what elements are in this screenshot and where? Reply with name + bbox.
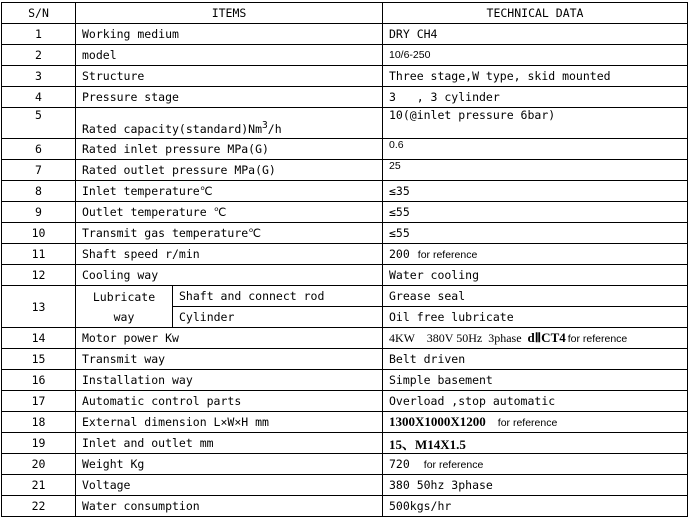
table-row xyxy=(2,265,688,286)
row-item-label: Lubricate way xyxy=(92,289,156,324)
table-row xyxy=(2,412,688,433)
row-sn: 1 xyxy=(2,24,76,45)
row-sub-item: Shaft and connect rod xyxy=(173,286,383,307)
table-row xyxy=(2,244,688,265)
technical-data-table xyxy=(1,2,688,517)
row-value: Three stage,W type, skid mounted xyxy=(383,66,688,87)
row-value: 380 50hz 3phase xyxy=(383,475,688,496)
row-sn: 4 xyxy=(2,87,76,108)
row-value: Water cooling xyxy=(383,265,688,286)
row-sn: 10 xyxy=(2,223,76,244)
table-header-row xyxy=(2,3,688,24)
row-sn: 16 xyxy=(2,370,76,391)
row-item: Installation way xyxy=(76,370,383,391)
row-item-suffix: /h xyxy=(267,121,282,136)
row-value xyxy=(383,244,688,265)
row-item: Outlet temperature ℃ xyxy=(76,202,383,223)
row-sn: 7 xyxy=(2,160,76,181)
row-item: Water consumption xyxy=(76,496,383,517)
row-sn: 14 xyxy=(2,328,76,349)
row-value xyxy=(383,412,688,433)
row-sn: 11 xyxy=(2,244,76,265)
table-row xyxy=(2,223,688,244)
row-sn: 8 xyxy=(2,181,76,202)
row-sn: 13 xyxy=(2,286,76,328)
header-sn: S/N xyxy=(2,3,76,24)
row-item xyxy=(76,286,173,328)
header-items: ITEMS xyxy=(76,3,383,24)
row-value: Overload ,stop automatic xyxy=(383,391,688,412)
row-item: Transmit gas temperature℃ xyxy=(76,223,383,244)
row-value xyxy=(383,433,688,454)
row-value-text: 200 xyxy=(389,247,410,261)
table-row xyxy=(2,160,688,181)
explosion-proof-rating: dⅡCT4 xyxy=(527,330,566,345)
row-item: Automatic control parts xyxy=(76,391,383,412)
row-value: 500kgs/hr xyxy=(383,496,688,517)
table-row xyxy=(2,45,688,66)
row-item: Structure xyxy=(76,66,383,87)
table-row xyxy=(2,87,688,108)
row-item xyxy=(76,108,383,139)
row-value-text: 720 xyxy=(389,457,410,471)
row-value: 25 xyxy=(383,160,688,181)
table-row xyxy=(2,391,688,412)
row-item: Cooling way xyxy=(76,265,383,286)
row-value-text: 1300X1000X1200 xyxy=(389,414,486,429)
row-sn: 17 xyxy=(2,391,76,412)
header-technical-data: TECHNICAL DATA xyxy=(383,3,688,24)
row-sn: 19 xyxy=(2,433,76,454)
table-row xyxy=(2,286,688,307)
row-value: 3 , 3 cylinder xyxy=(383,87,688,108)
row-sn: 9 xyxy=(2,202,76,223)
row-item: Weight Kg xyxy=(76,454,383,475)
row-item: Voltage xyxy=(76,475,383,496)
row-value: DRY CH4 xyxy=(383,24,688,45)
row-value-text: 4KW 380V 50Hz 3phase xyxy=(389,331,522,345)
row-item: Inlet temperature℃ xyxy=(76,181,383,202)
row-value: Simple basement xyxy=(383,370,688,391)
row-item: Inlet and outlet mm xyxy=(76,433,383,454)
row-sn: 12 xyxy=(2,265,76,286)
row-value: ≤35 xyxy=(383,181,688,202)
reference-note: for reference xyxy=(423,459,484,471)
row-value-text: 15、M14X1.5 xyxy=(389,436,466,452)
row-item-text xyxy=(82,110,282,136)
row-item: Rated outlet pressure MPa(G) xyxy=(76,160,383,181)
row-sn: 15 xyxy=(2,349,76,370)
row-value: 10(@inlet pressure 6bar) xyxy=(383,108,688,139)
table-row xyxy=(2,370,688,391)
reference-note: for reference xyxy=(417,249,478,261)
row-item: Working medium xyxy=(76,24,383,45)
row-item: Shaft speed r/min xyxy=(76,244,383,265)
table-row xyxy=(2,433,688,454)
table-row xyxy=(2,24,688,45)
table-row xyxy=(2,66,688,87)
row-sn: 21 xyxy=(2,475,76,496)
row-value xyxy=(383,328,688,349)
row-sn: 6 xyxy=(2,139,76,160)
row-value: Grease seal xyxy=(383,286,688,307)
table-row xyxy=(2,349,688,370)
table-row xyxy=(2,108,688,139)
row-value: 10/6-250 xyxy=(383,45,688,66)
row-item: Transmit way xyxy=(76,349,383,370)
row-value: Belt driven xyxy=(383,349,688,370)
unit-superscript: 3 xyxy=(262,120,268,132)
table-row xyxy=(2,496,688,517)
row-value: ≤55 xyxy=(383,223,688,244)
reference-note: for reference xyxy=(497,417,558,429)
row-value: Oil free lubricate xyxy=(383,307,688,328)
table-row xyxy=(2,181,688,202)
row-sn: 20 xyxy=(2,454,76,475)
table-row xyxy=(2,454,688,475)
table-row xyxy=(2,475,688,496)
row-value xyxy=(383,454,688,475)
row-sub-item: Cylinder xyxy=(173,307,383,328)
row-item: model xyxy=(76,45,383,66)
row-value: ≤55 xyxy=(383,202,688,223)
row-item: Pressure stage xyxy=(76,87,383,108)
row-item-label: Rated capacity(standard)Nm xyxy=(82,121,263,136)
table-row xyxy=(2,139,688,160)
row-item: Rated inlet pressure MPa(G) xyxy=(76,139,383,160)
row-value: 0.6 xyxy=(383,139,688,160)
reference-note: for reference xyxy=(567,333,628,345)
row-item: External dimension L×W×H mm xyxy=(76,412,383,433)
row-sn: 22 xyxy=(2,496,76,517)
row-sn: 5 xyxy=(2,108,76,139)
table-row xyxy=(2,328,688,349)
table-row xyxy=(2,202,688,223)
row-sn: 3 xyxy=(2,66,76,87)
row-sn: 2 xyxy=(2,45,76,66)
row-sn: 18 xyxy=(2,412,76,433)
row-item: Motor power Kw xyxy=(76,328,383,349)
